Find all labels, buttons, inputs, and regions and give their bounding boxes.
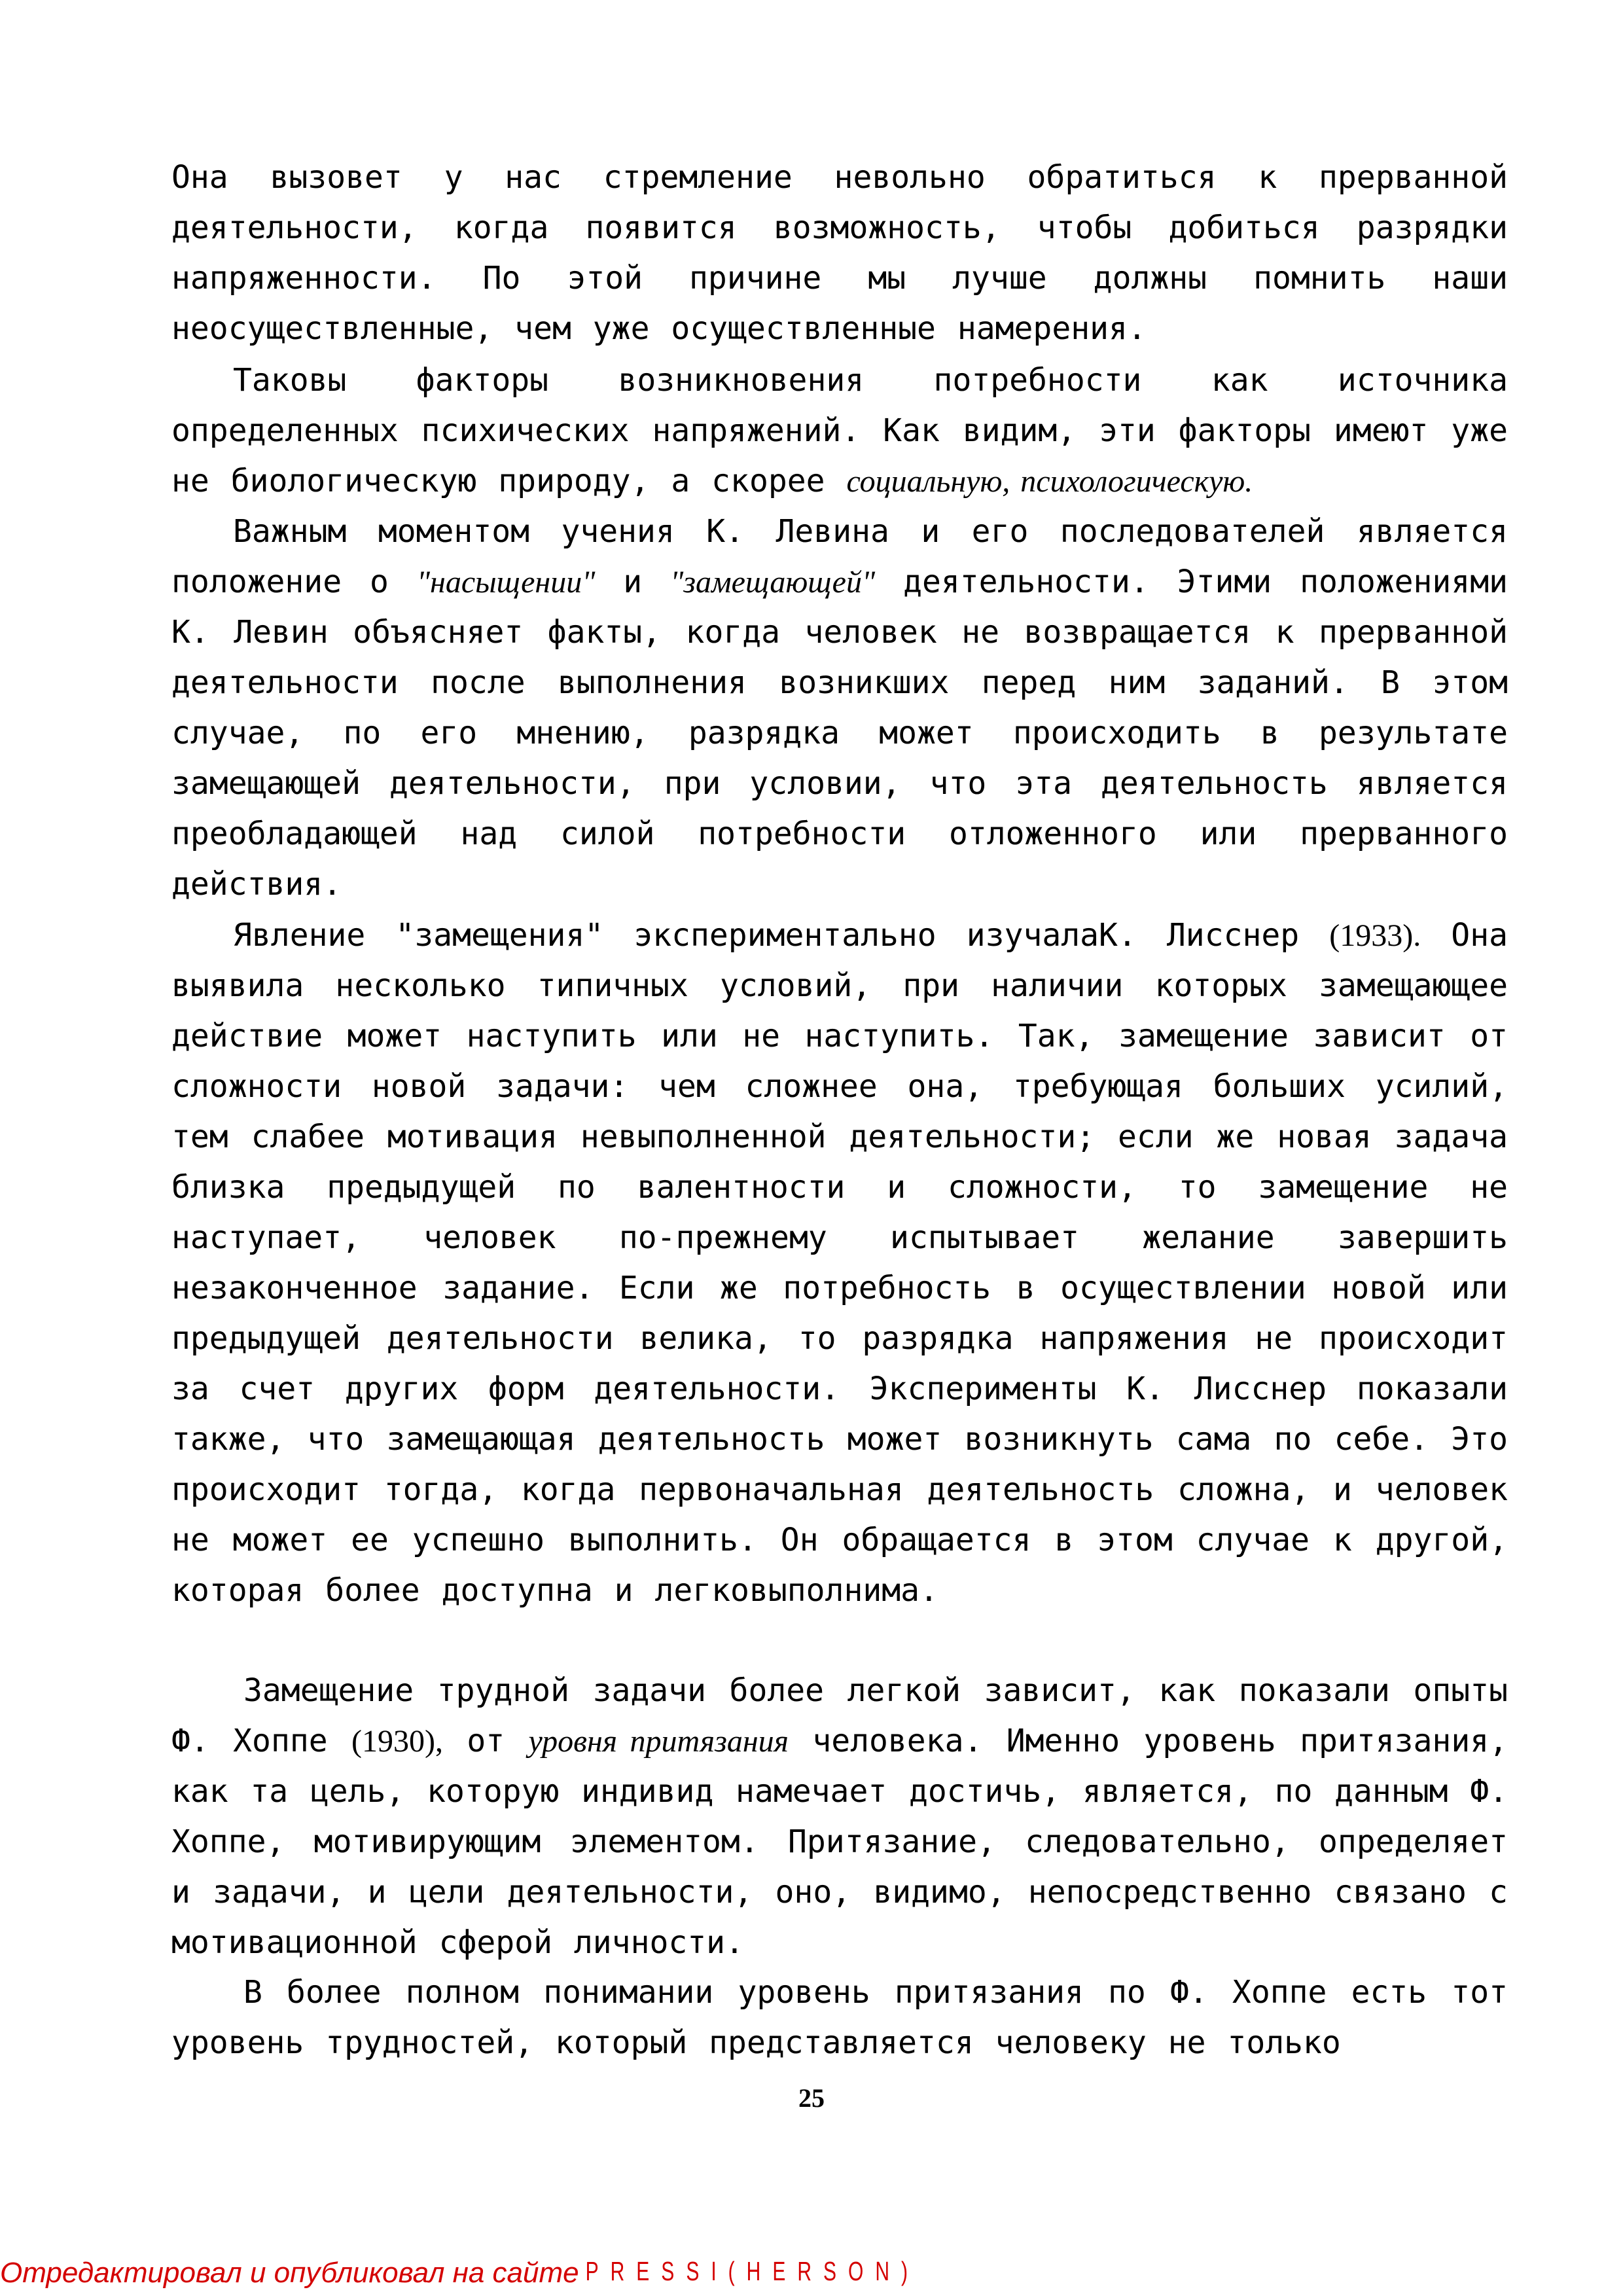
paragraph-5: Замещение трудной задачи более легкой зависит, как показали опыты Ф. Хоппе (1930), от уровня притязания человека. Именно уровень притязания, как та цель, которую индивид намечает достичь, является, по данным Ф. Хоппе, мотивирующим элементом. Притязание, следовательно, определяет и задачи, и цели деятельности, оно, видимо, непосредственно связано с мотивационной сферой личности. xyxy=(171,1672,1508,1961)
footer-site-name[interactable]: PRESSI(HERSON) xyxy=(585,2257,919,2287)
year-citation: (1930), xyxy=(351,1724,443,1759)
page-number: 25 xyxy=(798,2083,825,2113)
paragraph-4: Явление "замещения" экспериментально изучалаК. Лисснер (1933). Она выявила несколько типичных условий, при наличии которых замещающее действие может наступить или не наступить. Так, замещение зависит от сложности новой задачи: чем сложнее она, требующая больших усилий, тем слабее мотивация невыполненной деятельности; если же новая задача близка предыдущей по валентности и сложности, то замещение не наступает, человек по-прежнему испытывает желание завершить незаконченное задание. Если же потребность в осуществлении новой или предыдущей деятельности велика, то разрядка напряжения не происходит за счет других форм деятельности. Эксперименты К. Лисснер показали также, что замещающая деятельность может возникнуть сама по себе. Это происходит тогда, когда первоначальная деятельность сложна, и человек не может ее успешно выполнить. Он обращается в этом случае к другой, которая более доступна и легковыполнима. xyxy=(171,917,1508,1609)
footer-text: Отредактировал и опубликовал на сайте xyxy=(0,2257,579,2289)
footer-credit xyxy=(0,2257,1623,2296)
italic-emphasis: "замещающей" xyxy=(670,565,876,600)
italic-emphasis: "насыщении" xyxy=(416,565,596,600)
paragraph-1: Она вызовет у нас стремление невольно обратиться к прерванной деятельности, когда появится возможность, чтобы добиться разрядки напряженности. По этой причине мы лучше должны помнить наши неосуществленные, чем уже осуществленные намерения. xyxy=(171,159,1508,347)
italic-emphasis: уровня притязания xyxy=(528,1724,789,1759)
paragraph-6: В более полном понимании уровень притязания по Ф. Хоппе есть тот уровень трудностей, который представляется человеку не только xyxy=(171,1974,1508,2061)
year-citation: (1933). xyxy=(1329,918,1421,953)
italic-emphasis: социальную, психологическую. xyxy=(846,464,1253,499)
paragraph-2: Таковы факторы возникновения потребности как источника определенных психических напряжений. Как видим, эти факторы имеют уже не биологическую природу, а скорее социальную, психологическую. xyxy=(171,362,1508,499)
paragraph-3: Важным моментом учения К. Левина и его последователей является положение о "насыщении" и "замещающей" деятельности. Этими положениями К. Левин объясняет факты, когда человек не возвращается к прерванной деятельности после выполнения возникших перед ним заданий. В этом случае, по его мнению, разрядка может происходить в результате замещающей деятельности, при условии, что эта деятельность является преобладающей над силой потребности отложенного или прерванного действия. xyxy=(171,513,1508,903)
